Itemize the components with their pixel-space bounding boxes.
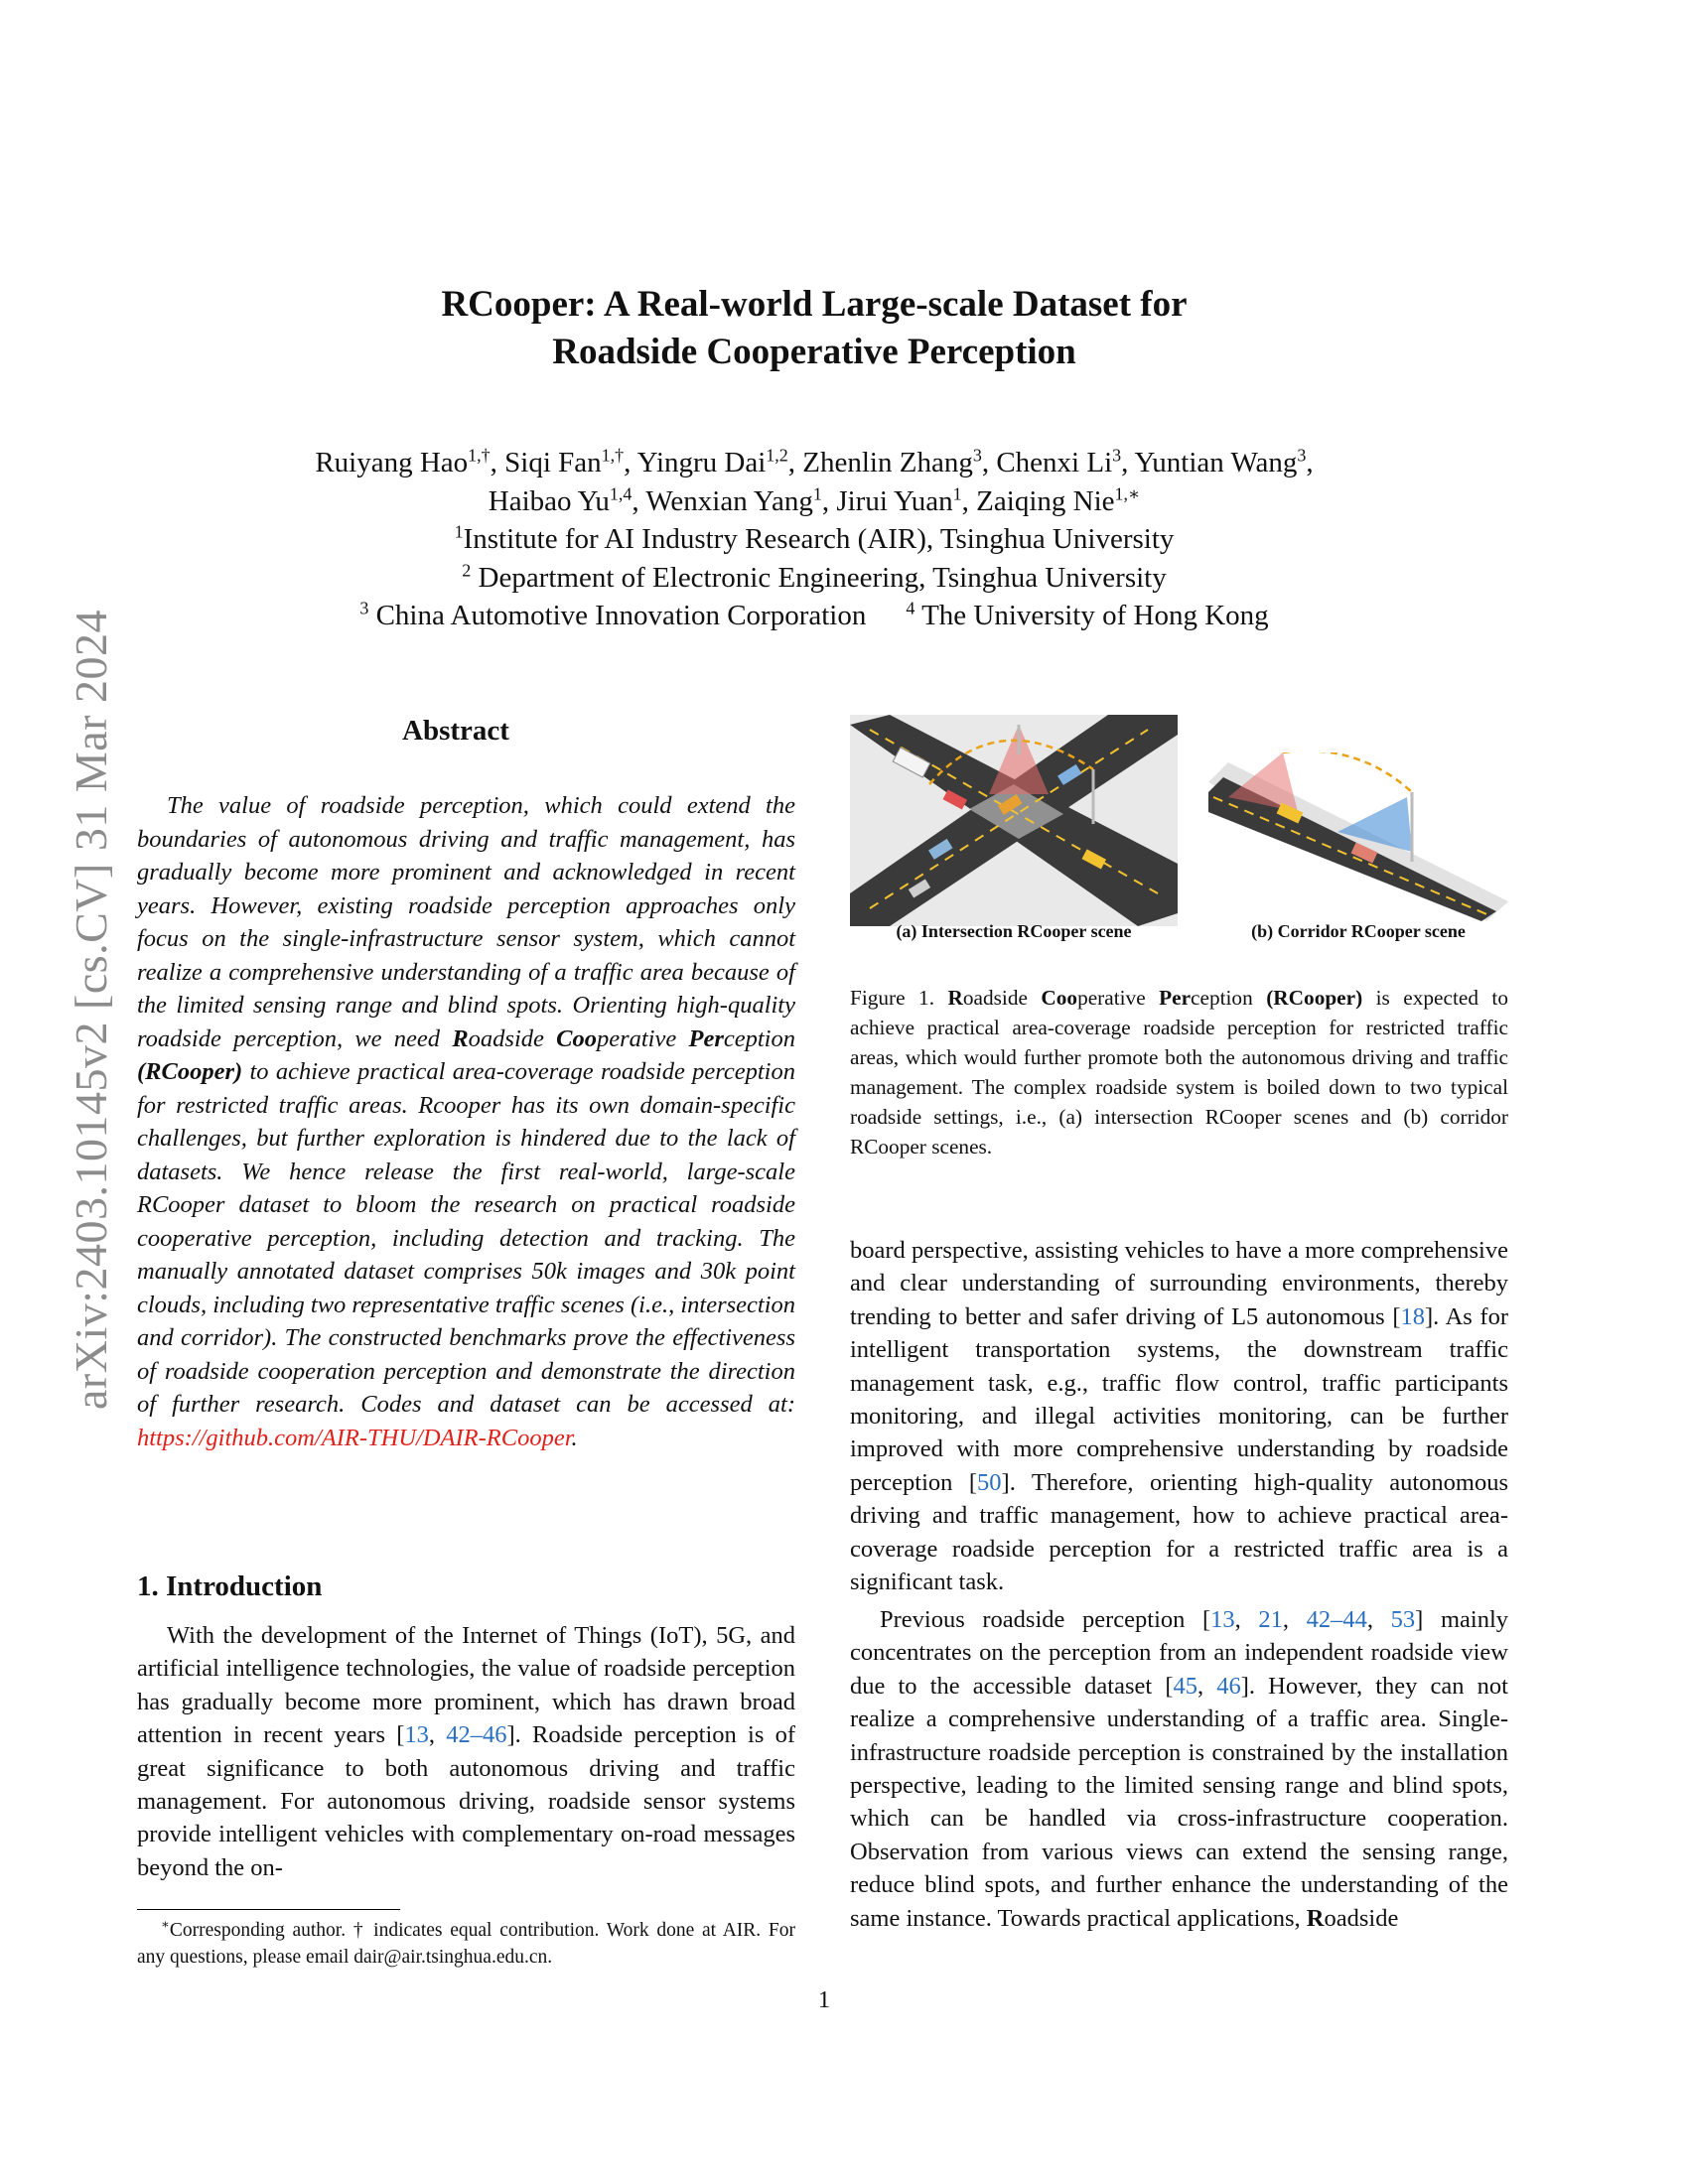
text-run: With the development of the Internet of Things (IoT), 5G, and artificial intelligence technologies, the value of roadside perception has gradually become more prominent, which has drawn broad attention in recent years [ [137, 1622, 795, 1749]
author-line-1 [0, 444, 1628, 482]
citation-link[interactable]: 21 [1258, 1606, 1283, 1633]
author-name: , Jirui Yuan [821, 484, 953, 517]
affiliation-number: 4 [906, 598, 915, 618]
abstract-text [137, 789, 795, 1454]
caption-label: Figure 1. [850, 986, 948, 1010]
author-name: , Yingru Dai [624, 447, 767, 478]
footnote-text: Corresponding author. † indicates equal contribution. Work done at AIR. For any questions, please email dair@air.tsinghua.edu.cn. [137, 1920, 795, 1968]
citation-link[interactable]: 53 [1390, 1606, 1416, 1633]
text-run: board perspective, assisting vehicles to have a more comprehensive and clear understanding of surrounding environments, thereby trending to better and safer driving of L5 autonomous [ [850, 1237, 1508, 1330]
abstract-bold: Coo [556, 1024, 597, 1052]
figure-subcaption-b: (b) Corridor RCooper scene [1251, 921, 1466, 941]
affiliation-number: 2 [462, 559, 472, 580]
text-run: , [428, 1721, 447, 1749]
citation-link[interactable]: 42 [446, 1721, 471, 1749]
cooperation-link [1283, 752, 1412, 792]
arxiv-identifier: arXiv:2403.10145v2 [cs.CV] 31 Mar 2024 [66, 609, 116, 1410]
author-name: Haibao Yu [488, 484, 610, 517]
affiliation-2 [0, 559, 1628, 598]
right-column-paragraph-2 [850, 1603, 1508, 1935]
text-run: oadside [1324, 1904, 1399, 1932]
author-name: , Siqi Fan [490, 447, 602, 478]
abstract-run: oadside [468, 1024, 557, 1052]
author-name: , Yuntian Wang [1121, 447, 1298, 478]
citation-link[interactable]: 45 [1173, 1672, 1197, 1700]
caption-bold: (RCooper) [1266, 986, 1363, 1010]
abstract-bold: (RCooper) [137, 1058, 243, 1085]
abstract-bold: Per [688, 1024, 724, 1052]
citation-dash: – [1331, 1606, 1343, 1633]
citation-link[interactable]: 46 [1216, 1672, 1241, 1700]
intersection-scene-figure [850, 715, 1178, 926]
citation-link[interactable]: 50 [977, 1468, 1002, 1496]
affiliation-1 [0, 520, 1628, 559]
affiliation-3-4 [0, 597, 1628, 635]
dataset-link[interactable]: https://github.com/AIR-THU/DAIR-RCooper [137, 1424, 572, 1451]
affiliation-text: China Automotive Innovation Corporation [368, 600, 867, 631]
text-run: ] mainly concentrates on the perception from an independent roadside view due to the accessible dataset [ [850, 1606, 1508, 1700]
text-run: ]. However, they can not realize a comprehensive understanding of a traffic area. Single-infrastructure roadside perception is constrained by the installation perspective, leading to the limited sensing range and blind spots, which can be handled via cross-infrastructure cooperation. Observation from various views can extend the sensing range, reduce blind spots, and further enhance the understanding of the same instance. Towards practical applications, [850, 1672, 1508, 1932]
corridor-scene-figure [1208, 752, 1508, 921]
author-name: , Chenxi Li [981, 447, 1113, 478]
affiliation-text: Department of Electronic Engineering, Tsinghua University [471, 561, 1167, 594]
right-column-paragraph-1 [850, 1234, 1508, 1598]
caption-run: perative [1077, 986, 1160, 1010]
text-run: ]. Therefore, orienting high-quality autonomous driving and traffic management, how to achieve practical area-coverage roadside perception for a restricted traffic area is a significant task. [850, 1468, 1508, 1596]
text-run: , [1197, 1672, 1217, 1700]
page-number: 1 [817, 1986, 831, 2013]
abstract-bold: R [452, 1024, 469, 1052]
footnote-mark: ∗ [161, 1916, 170, 1932]
figure-subcaption-a: (a) Intersection RCooper scene [896, 921, 1132, 941]
abstract-run: perative [596, 1024, 689, 1052]
caption-run: is expected to achieve practical area-coverage roadside perception for restricted traffic areas, which would further promote both the autonomous driving and traffic management. The complex roadside system is boiled down to two typical roadside settings, i.e., (a) intersection RCooper scenes and (b) corridor RCooper scenes. [850, 986, 1508, 1159]
figure-caption [850, 983, 1508, 1161]
text-run: , [1234, 1606, 1259, 1633]
text-run: , [1366, 1606, 1391, 1633]
abstract-run: ception [723, 1024, 795, 1052]
footnote-rule [137, 1909, 400, 1910]
citation-link[interactable]: 46 [482, 1721, 507, 1749]
citation-link[interactable]: 42 [1306, 1606, 1332, 1633]
author-sup: 3 [1112, 445, 1122, 466]
affiliation-text: Institute for AI Industry Research (AIR), Tsinghua University [463, 523, 1175, 555]
caption-bold: Per [1159, 986, 1192, 1010]
citation-link[interactable]: 44 [1342, 1606, 1367, 1633]
author-name: Ruiyang Hao [315, 447, 469, 478]
author-block [0, 444, 1628, 635]
title-line-2: Roadside Cooperative Perception [552, 332, 1076, 372]
affiliation-number: 3 [359, 598, 369, 618]
paper-title [0, 281, 1628, 376]
author-sup: 3 [972, 445, 982, 466]
author-sup: 3 [1297, 445, 1307, 466]
citation-link[interactable]: 18 [1400, 1302, 1425, 1330]
citation-link[interactable]: 13 [404, 1721, 429, 1749]
caption-run: oadside [962, 986, 1042, 1010]
author-sup: 1,2 [766, 445, 788, 466]
caption-bold: R [947, 986, 963, 1010]
caption-bold: Coo [1041, 986, 1078, 1010]
author-comma: , [1306, 447, 1314, 478]
author-line-2 [0, 482, 1628, 521]
author-name: , Zhenlin Zhang [787, 447, 973, 478]
abstract-run: . [571, 1424, 578, 1451]
author-sup: 1,† [601, 445, 625, 466]
author-sup: 1,∗ [1114, 482, 1141, 503]
author-sup: 1 [812, 482, 822, 503]
abstract-run: to achieve practical area-coverage roadside perception for restricted traffic areas. Rcooper has its own domain-specific challenges, but further exploration is hindered due to the lack of datasets. We hence release the first real-world, large-scale RCooper dataset to bloom the research on practical roadside cooperative perception, including detection and tracking. The manually annotated dataset comprises 50k images and 30k point clouds, including two representative traffic scenes (i.e., intersection and corridor). The constructed benchmarks prove the effectiveness of roadside cooperation perception and demonstrate the direction of further research. Codes and dataset can be accessed at: [137, 1058, 795, 1418]
text-run: ]. Roadside perception is of great significance to both autonomous driving and traffic management. For autonomous driving, roadside sensor systems provide intelligent vehicles with complementary on-road messages beyond the on- [137, 1721, 795, 1881]
intro-paragraph [137, 1619, 795, 1884]
citation-link[interactable]: 13 [1210, 1606, 1235, 1633]
text-run: , [1282, 1606, 1307, 1633]
intro-heading: 1. Introduction [137, 1570, 323, 1602]
author-name: , Zaiqing Nie [961, 484, 1115, 517]
text-run: Previous roadside perception [ [880, 1606, 1211, 1633]
author-sup: 1,† [468, 445, 491, 466]
abstract-heading: Abstract [402, 715, 509, 747]
affiliation-text: The University of Hong Kong [914, 600, 1269, 631]
author-sup: 1,4 [609, 482, 633, 503]
text-run: ]. As for intelligent transportation systems, the downstream traffic management task, e.g., traffic flow control, traffic participants monitoring, and illegal activities monitoring, can be further improved with more comprehensive understanding by roadside perception [ [850, 1302, 1508, 1496]
author-name: , Wenxian Yang [632, 484, 813, 517]
title-line-1: RCooper: A Real-world Large-scale Dataset for [441, 284, 1188, 325]
footnote [137, 1917, 795, 1971]
caption-run: ception [1191, 986, 1267, 1010]
text-bold: R [1306, 1904, 1325, 1932]
affiliation-number: 1 [454, 521, 464, 542]
citation-dash: – [470, 1721, 483, 1749]
abstract-run: The value of roadside perception, which could extend the boundaries of autonomous driving and traffic management, has gradually become more prominent and acknowledged in recent years. However, existing roadside perception approaches only focus on the single-infrastructure sensor system, which cannot realize a comprehensive understanding of a traffic area because of the limited sensing range and blind spots. Orienting high-quality roadside perception, we need [137, 792, 795, 1052]
author-sup: 1 [952, 482, 962, 503]
